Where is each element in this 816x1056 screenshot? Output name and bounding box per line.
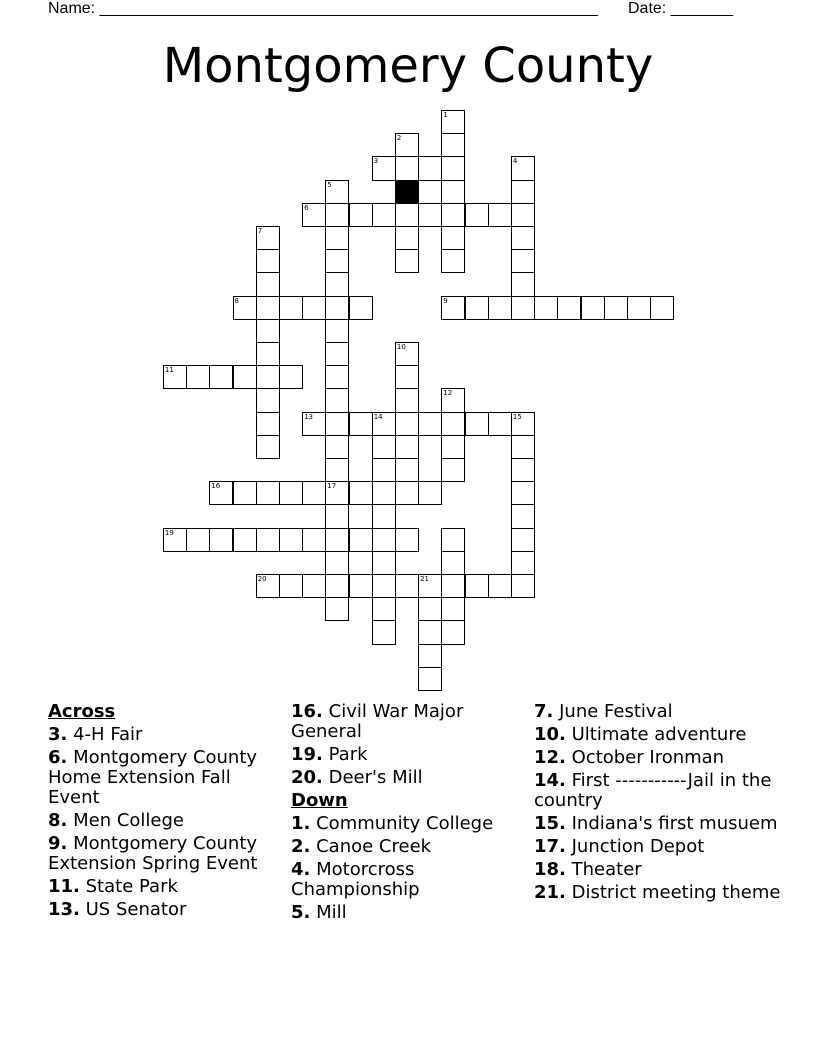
grid-cell[interactable] <box>302 481 326 505</box>
clue-number: 10 <box>396 343 406 351</box>
grid-cell[interactable] <box>511 249 535 273</box>
grid-cell[interactable] <box>441 458 465 482</box>
grid-cell[interactable] <box>488 574 512 598</box>
grid-cell[interactable] <box>465 296 489 320</box>
clue-item <box>291 903 527 923</box>
clue-item-number: 2. <box>291 836 311 857</box>
grid-cell[interactable] <box>256 249 280 273</box>
grid-cell[interactable] <box>325 528 349 552</box>
grid-cell[interactable] <box>395 528 419 552</box>
grid-cell[interactable] <box>395 481 419 505</box>
clue-number: 16 <box>211 482 221 491</box>
grid-cell[interactable] <box>441 296 465 320</box>
grid-cell[interactable] <box>186 528 210 552</box>
clue-item-text: State Park <box>85 876 178 897</box>
grid-cell[interactable] <box>511 504 535 528</box>
grid-cell[interactable] <box>233 365 257 389</box>
grid-cell[interactable] <box>325 365 349 389</box>
grid-cell[interactable] <box>325 435 349 459</box>
clue-item-number: 9. <box>48 833 68 854</box>
grid-cell[interactable] <box>233 296 257 320</box>
grid-cell[interactable] <box>325 226 349 250</box>
grid-cell[interactable] <box>302 203 326 227</box>
grid-cell[interactable] <box>441 388 465 412</box>
grid-cell[interactable] <box>627 296 651 320</box>
clue-item-number: 1. <box>291 813 311 834</box>
grid-cell[interactable] <box>325 597 349 621</box>
clue-item-number: 3. <box>48 724 68 745</box>
grid-cell[interactable] <box>256 319 280 343</box>
clue-item <box>534 860 784 880</box>
clue-item-text: June Festival <box>559 701 673 722</box>
grid-cell[interactable] <box>325 319 349 343</box>
grid-cell[interactable] <box>349 203 373 227</box>
clue-number: 14 <box>373 412 383 421</box>
clue-item-number: 8. <box>48 810 68 831</box>
grid-cell[interactable] <box>395 133 419 157</box>
clue-item-number: 20. <box>291 767 323 788</box>
clue-item <box>48 725 284 745</box>
clue-item-number: 5. <box>291 902 311 923</box>
name-field-label: Name: ________________________________________________________ <box>48 0 598 17</box>
clue-item-number: 13. <box>48 899 80 920</box>
grid-cell[interactable] <box>395 365 419 389</box>
grid-cell[interactable] <box>441 203 465 227</box>
grid-cell[interactable] <box>441 156 465 180</box>
grid-cell[interactable] <box>465 203 489 227</box>
clue-item <box>48 877 284 897</box>
grid-cell[interactable] <box>279 574 303 598</box>
grid-cell[interactable] <box>325 412 349 436</box>
grid-cell[interactable] <box>325 574 349 598</box>
clue-number: 3 <box>373 157 379 166</box>
clue-number: 9 <box>443 296 448 305</box>
clue-item-text: 4-H Fair <box>73 724 143 745</box>
clue-number: 20 <box>257 575 267 583</box>
grid-cell[interactable] <box>325 296 349 320</box>
grid-cell[interactable] <box>395 412 419 436</box>
grid-cell[interactable] <box>279 296 303 320</box>
grid-cell[interactable] <box>465 574 489 598</box>
clue-item <box>291 768 527 788</box>
grid-cell[interactable] <box>325 388 349 412</box>
grid-cell[interactable] <box>279 528 303 552</box>
grid-cell[interactable] <box>441 180 465 204</box>
clue-number: 11 <box>164 366 174 375</box>
grid-cell[interactable] <box>418 620 442 644</box>
grid-cell[interactable] <box>349 574 373 598</box>
clue-item-text: Theater <box>571 859 642 880</box>
clue-item-text: October Ironman <box>571 747 725 768</box>
grid-cell[interactable] <box>163 528 187 552</box>
grid-cell[interactable] <box>302 574 326 598</box>
grid-cell[interactable] <box>395 342 419 366</box>
grid-cell[interactable] <box>650 296 674 320</box>
clue-item-number: 4. <box>291 859 311 880</box>
grid-cell[interactable] <box>418 644 442 668</box>
clue-item-text: First -----------Jail in the country <box>534 770 772 811</box>
grid-cell[interactable] <box>349 481 373 505</box>
grid-cell[interactable] <box>325 551 349 575</box>
page-title: Montgomery County <box>162 38 654 94</box>
grid-cell[interactable] <box>372 574 396 598</box>
clue-item <box>534 883 784 903</box>
clue-item-text: Motorcross Championship <box>291 859 420 900</box>
grid-cell[interactable] <box>372 528 396 552</box>
grid-cell[interactable] <box>372 412 396 436</box>
grid-cell[interactable] <box>418 667 442 691</box>
grid-cell[interactable] <box>349 528 373 552</box>
grid-cell[interactable] <box>488 296 512 320</box>
clue-item-number: 10. <box>534 724 566 745</box>
grid-cell[interactable] <box>256 412 280 436</box>
grid-cell[interactable] <box>511 458 535 482</box>
clue-number: 6 <box>304 203 309 212</box>
grid-cell[interactable] <box>372 156 396 180</box>
clue-column-1 <box>48 702 284 923</box>
grid-cell[interactable] <box>325 249 349 273</box>
grid-cell[interactable] <box>441 133 465 157</box>
grid-cell[interactable] <box>395 180 419 204</box>
clue-item-number: 14. <box>534 770 566 791</box>
clue-item <box>48 900 284 920</box>
clue-item-number: 15. <box>534 813 566 834</box>
grid-cell[interactable] <box>418 203 442 227</box>
clue-number: 8 <box>234 296 239 305</box>
clue-number: 1 <box>443 111 448 119</box>
across-heading: Across <box>48 701 116 722</box>
grid-cell[interactable] <box>604 296 628 320</box>
grid-cell[interactable] <box>511 156 535 180</box>
grid-cell[interactable] <box>441 528 465 552</box>
clue-number: 19 <box>164 528 174 537</box>
clue-item <box>534 837 784 857</box>
clue-item-number: 12. <box>534 747 566 768</box>
grid-cell[interactable] <box>441 620 465 644</box>
grid-cell[interactable] <box>302 296 326 320</box>
grid-cell[interactable] <box>511 528 535 552</box>
clue-item <box>48 748 284 808</box>
clue-item <box>291 860 527 900</box>
grid-cell[interactable] <box>279 481 303 505</box>
clue-item <box>291 814 527 834</box>
clue-item-number: 11. <box>48 876 80 897</box>
clue-item-number: 18. <box>534 859 566 880</box>
clue-item <box>534 814 784 834</box>
grid-cell[interactable] <box>395 226 419 250</box>
clue-item-number: 7. <box>534 701 554 722</box>
clue-item <box>534 725 784 745</box>
clue-item-text: Civil War Major General <box>291 701 464 742</box>
clue-number: 21 <box>420 575 430 583</box>
grid-cell[interactable] <box>511 481 535 505</box>
grid-cell[interactable] <box>256 435 280 459</box>
grid-cell[interactable] <box>372 435 396 459</box>
grid-cell[interactable] <box>511 180 535 204</box>
clue-item <box>291 745 527 765</box>
clue-item <box>48 811 284 831</box>
clue-column-3 <box>534 702 784 906</box>
grid-cell[interactable] <box>395 156 419 180</box>
clue-item-text: Ultimate adventure <box>571 724 747 745</box>
grid-cell[interactable] <box>372 203 396 227</box>
grid-cell[interactable] <box>372 551 396 575</box>
grid-cell[interactable] <box>372 597 396 621</box>
clue-item <box>534 748 784 768</box>
clue-item-text: Montgomery County Home Extension Fall Event <box>48 747 258 808</box>
grid-cell[interactable] <box>418 574 442 598</box>
clue-item-text: Junction Depot <box>571 836 705 857</box>
clue-item-number: 19. <box>291 744 323 765</box>
grid-cell[interactable] <box>441 574 465 598</box>
grid-cell[interactable] <box>372 458 396 482</box>
clue-number: 4 <box>512 157 518 166</box>
grid-cell[interactable] <box>395 435 419 459</box>
clue-item-number: 21. <box>534 882 566 903</box>
grid-cell[interactable] <box>441 226 465 250</box>
grid-cell[interactable] <box>325 272 349 296</box>
grid-cell[interactable] <box>511 435 535 459</box>
grid-cell[interactable] <box>302 412 326 436</box>
grid-cell[interactable] <box>209 365 233 389</box>
clue-item <box>534 771 784 811</box>
grid-cell[interactable] <box>441 597 465 621</box>
grid-cell[interactable] <box>163 365 187 389</box>
grid-cell[interactable] <box>441 110 465 134</box>
grid-cell[interactable] <box>418 597 442 621</box>
grid-cell[interactable] <box>441 249 465 273</box>
grid-cell[interactable] <box>441 551 465 575</box>
clue-item-text: US Senator <box>85 899 187 920</box>
grid-cell[interactable] <box>534 296 558 320</box>
clue-item <box>48 834 284 874</box>
grid-cell[interactable] <box>418 156 442 180</box>
clue-item-text: Mill <box>316 902 347 923</box>
clue-item-text: Community College <box>316 813 494 834</box>
clue-number: 2 <box>396 134 402 143</box>
grid-cell[interactable] <box>256 342 280 366</box>
clue-item-number: 6. <box>48 747 68 768</box>
clue-item-text: Deer's Mill <box>328 767 423 788</box>
clue-number: 7 <box>257 227 263 235</box>
grid-cell[interactable] <box>395 458 419 482</box>
grid-cell[interactable] <box>395 388 419 412</box>
grid-cell[interactable] <box>325 180 349 204</box>
grid-cell[interactable] <box>325 203 349 227</box>
grid-cell[interactable] <box>256 226 280 250</box>
grid-cell[interactable] <box>325 342 349 366</box>
grid-cell[interactable] <box>372 481 396 505</box>
grid-cell[interactable] <box>209 481 233 505</box>
grid-cell[interactable] <box>465 412 489 436</box>
grid-cell[interactable] <box>372 504 396 528</box>
grid-cell[interactable] <box>209 528 233 552</box>
grid-cell[interactable] <box>511 551 535 575</box>
grid-cell[interactable] <box>441 412 465 436</box>
clue-number: 17 <box>327 482 337 491</box>
grid-cell[interactable] <box>488 412 512 436</box>
grid-cell[interactable] <box>511 296 535 320</box>
clue-item-text: Men College <box>73 810 185 831</box>
clue-item-text: District meeting theme <box>571 882 781 903</box>
clue-item-text: Park <box>328 744 368 765</box>
grid-cell[interactable] <box>325 481 349 505</box>
grid-cell[interactable] <box>349 412 373 436</box>
down-heading: Down <box>291 790 348 811</box>
grid-cell[interactable] <box>511 574 535 598</box>
grid-cell[interactable] <box>279 365 303 389</box>
clue-number: 12 <box>443 389 453 398</box>
grid-cell[interactable] <box>256 388 280 412</box>
grid-cell[interactable] <box>256 272 280 296</box>
grid-cell[interactable] <box>302 528 326 552</box>
grid-cell[interactable] <box>395 203 419 227</box>
clue-item-text: Indiana's first musuem <box>571 813 778 834</box>
clue-item <box>291 837 527 857</box>
grid-cell[interactable] <box>233 528 257 552</box>
grid-cell[interactable] <box>372 620 396 644</box>
clue-item <box>291 702 527 742</box>
clue-item-text: Montgomery County Extension Spring Event <box>48 833 258 874</box>
clue-number: 5 <box>327 180 332 189</box>
clue-number: 13 <box>304 412 314 421</box>
grid-cell[interactable] <box>325 504 349 528</box>
clue-item-number: 16. <box>291 701 323 722</box>
grid-cell[interactable] <box>395 574 419 598</box>
grid-cell[interactable] <box>395 249 419 273</box>
clue-number: 15 <box>512 412 522 421</box>
clue-item <box>534 702 784 722</box>
grid-cell[interactable] <box>511 412 535 436</box>
grid-cell[interactable] <box>233 481 257 505</box>
grid-cell[interactable] <box>349 296 373 320</box>
grid-cell[interactable] <box>441 435 465 459</box>
grid-cell[interactable] <box>186 365 210 389</box>
grid-cell[interactable] <box>488 203 512 227</box>
grid-cell[interactable] <box>256 528 280 552</box>
clue-item-text: Canoe Creek <box>316 836 432 857</box>
clue-column-2 <box>291 702 527 926</box>
grid-cell[interactable] <box>325 458 349 482</box>
grid-cell[interactable] <box>256 574 280 598</box>
grid-cell[interactable] <box>557 296 581 320</box>
date-field-label: Date: _______ <box>628 0 733 17</box>
grid-cell[interactable] <box>511 226 535 250</box>
grid-cell[interactable] <box>418 481 442 505</box>
grid-cell[interactable] <box>256 365 280 389</box>
grid-cell[interactable] <box>511 203 535 227</box>
clue-item-number: 17. <box>534 836 566 857</box>
grid-cell[interactable] <box>511 272 535 296</box>
grid-cell[interactable] <box>581 296 605 320</box>
grid-cell[interactable] <box>418 412 442 436</box>
grid-cell[interactable] <box>256 296 280 320</box>
grid-cell[interactable] <box>256 481 280 505</box>
